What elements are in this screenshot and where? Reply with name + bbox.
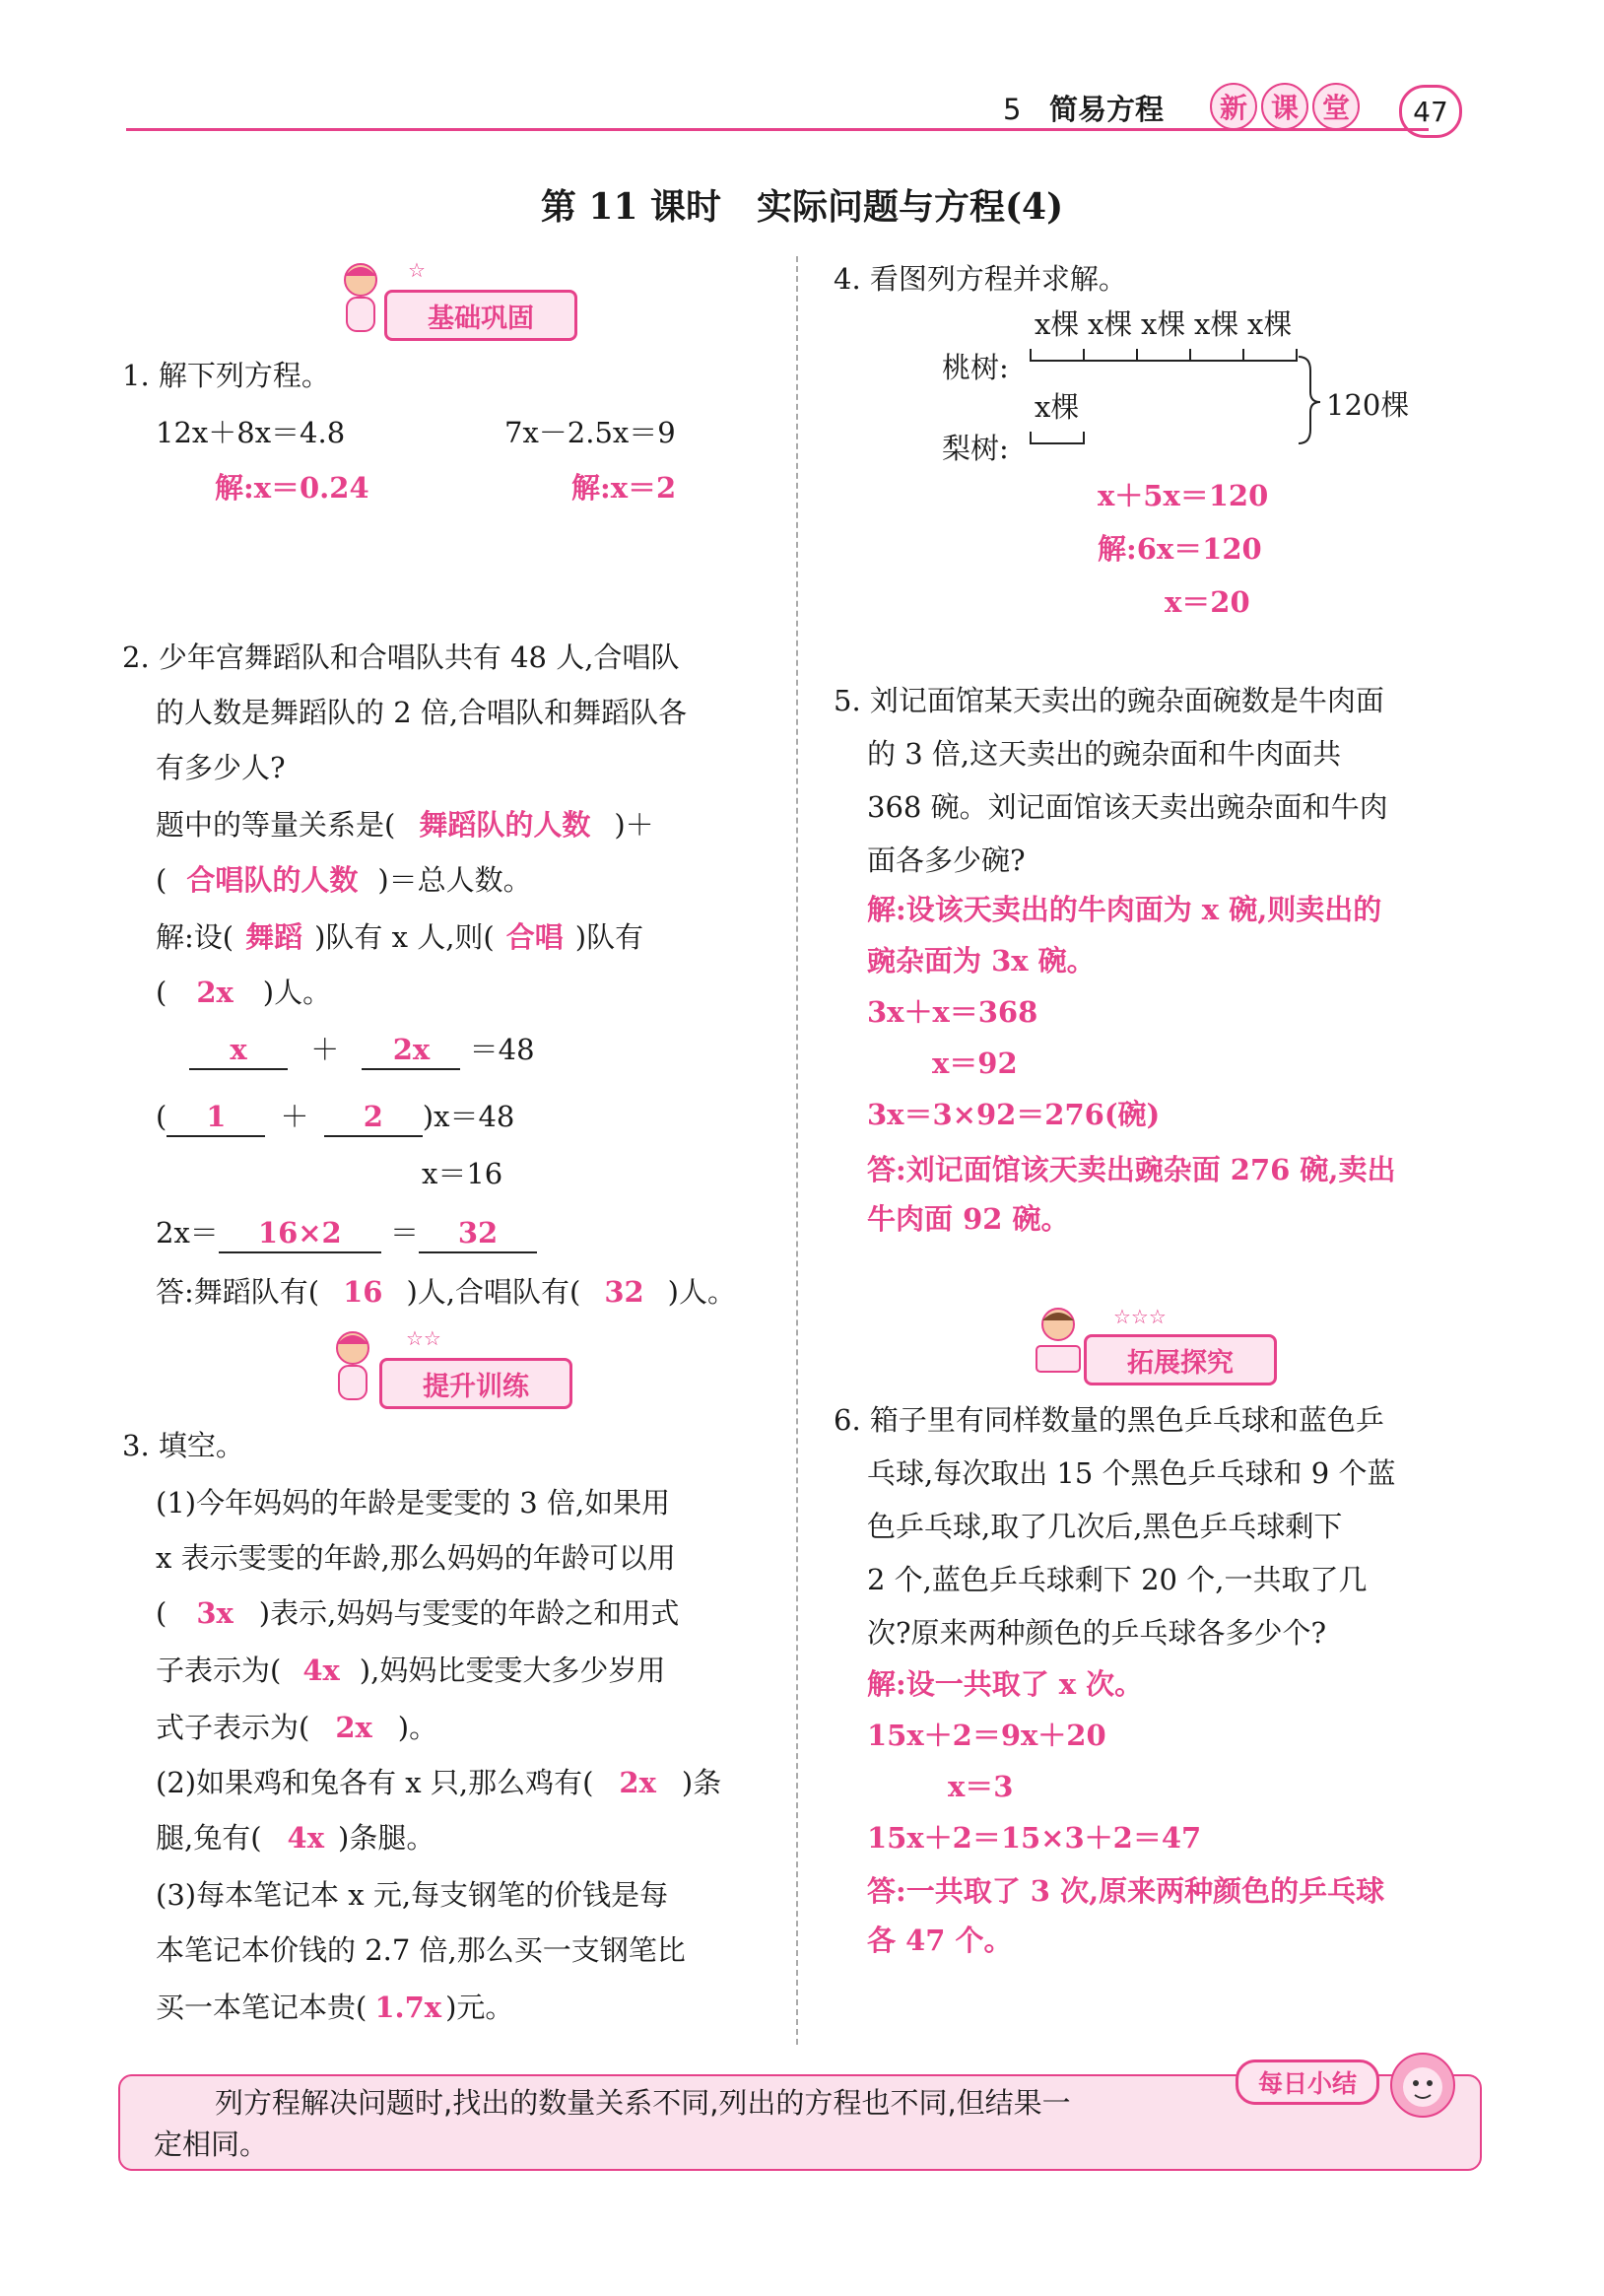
q6-answer: 解:设一共取了 x 次。: [867, 1667, 1144, 1701]
q5-answer: 3x＝3×92＝276(碗): [867, 1098, 1161, 1131]
blank: 2: [324, 1098, 423, 1137]
q6-answer: 15x＋2＝15×3＋2＝47: [867, 1821, 1202, 1855]
blank: x: [189, 1031, 288, 1070]
q4-answer: x＋5x＝120: [1098, 479, 1269, 512]
summary-line: 定相同。: [154, 2127, 269, 2161]
text: )人。: [667, 1275, 736, 1309]
q1-stem: 1. 解下列方程。: [122, 359, 330, 392]
q5-answer: 牛肉面 92 碗。: [867, 1202, 1070, 1236]
brand-char: 新: [1210, 83, 1257, 130]
q5-answer: 答:刘记面馆该天卖出豌杂面 276 碗,卖出: [867, 1153, 1396, 1186]
q3-text: (1)今年妈妈的年龄是雯雯的 3 倍,如果用: [156, 1486, 671, 1519]
q3-row: [156, 1989, 513, 2026]
text: (: [156, 863, 167, 897]
q4-stem: 4. 看图列方程并求解。: [834, 262, 1127, 296]
pear-label: 梨树:: [942, 432, 1009, 465]
q3-text: 本笔记本价钱的 2.7 倍,那么买一支钢笔比: [156, 1933, 686, 1967]
pear-bar: [1031, 432, 1084, 443]
fill-answer: 4x: [302, 1654, 340, 1687]
text: ＋: [280, 1100, 309, 1133]
q2-eq-row3: [156, 1214, 537, 1253]
boy-reading-mascot-icon: [1031, 1301, 1086, 1380]
blank: 32: [419, 1214, 537, 1253]
q6-answer: 各 47 个。: [867, 1924, 1013, 1957]
blank: 2x: [362, 1031, 460, 1070]
fill-answer: 32: [604, 1275, 644, 1309]
text: (2)如果鸡和兔各有 x 只,那么鸡有(: [156, 1766, 594, 1799]
q5-answer: 解:设该天卖出的牛肉面为 x 碗,则卖出的: [867, 893, 1382, 926]
text: )队有 x 人,则(: [314, 920, 495, 954]
text: 子表示为(: [156, 1654, 282, 1687]
q2-relation-row: [156, 806, 654, 844]
text: 题中的等量关系是(: [156, 808, 396, 842]
q4-answer: x＝20: [1165, 585, 1250, 619]
q6-answer: 15x＋2＝9x＋20: [867, 1719, 1106, 1752]
q3-row: [156, 1594, 679, 1632]
q5-line: 5. 刘记面馆某天卖出的豌杂面碗数是牛肉面: [834, 684, 1384, 717]
section-badge-basic: 基础巩固: [384, 290, 577, 341]
text: ＝: [390, 1216, 420, 1249]
text: (: [156, 1596, 167, 1630]
total-brace: [1299, 357, 1320, 443]
q2-eq-row2: [156, 1098, 514, 1137]
fill-answer: 合唱: [505, 920, 564, 954]
text: 式子表示为(: [156, 1711, 310, 1744]
q3-stem: 3. 填空。: [122, 1429, 244, 1462]
blank: 16×2: [219, 1214, 381, 1253]
text: 2x＝: [156, 1216, 219, 1249]
q6-line: 次?原来两种颜色的乒乓球各多少个?: [867, 1616, 1327, 1650]
page-header: [0, 0, 1604, 138]
q6-answer: x＝3: [948, 1770, 1014, 1803]
q2-answer-row: [156, 1273, 736, 1311]
fill-answer: 2x: [619, 1766, 656, 1799]
fill-answer: 合唱队的人数: [186, 863, 359, 897]
text: 买一本笔记本贵(: [156, 1991, 368, 2024]
text: 腿,兔有(: [156, 1821, 262, 1855]
q3-row: [156, 1709, 437, 1746]
q3-row: [156, 1819, 434, 1857]
q3-row: [156, 1764, 721, 1801]
text: (: [156, 976, 167, 1009]
segment-label: x棵: [1247, 307, 1293, 341]
q1-equation-b: 7x－2.5x＝9: [504, 416, 676, 449]
q1-equation-a: 12x＋8x＝4.8: [156, 416, 346, 449]
fill-answer: 2x: [335, 1711, 372, 1744]
text: )＋: [614, 808, 654, 842]
q4-answer: 解:6x＝120: [1098, 532, 1262, 566]
text: )条腿。: [338, 1821, 435, 1855]
text: )队有: [574, 920, 644, 954]
fill-answer: 4x: [287, 1821, 325, 1855]
q3-text: x 表示雯雯的年龄,那么妈妈的年龄可以用: [156, 1541, 676, 1575]
q1-answer-b: 解:x＝2: [571, 471, 677, 505]
text: )人。: [262, 976, 332, 1009]
q2-relation-row2: [156, 861, 532, 899]
q5-line: 的 3 倍,这天卖出的豌杂面和牛肉面共: [867, 737, 1342, 771]
bar-diagram-lines: [932, 305, 1346, 473]
girl-mascot-icon: [333, 258, 388, 337]
page-number: 47: [1399, 85, 1462, 138]
daily-summary-badge: 每日小结: [1236, 2060, 1379, 2105]
fill-answer: 舞蹈: [245, 920, 303, 954]
lesson-title: 第 11 课时 实际问题与方程(4): [540, 186, 1064, 228]
fill-answer: 2x: [196, 976, 234, 1009]
segment-label: x棵: [1194, 307, 1239, 341]
text: ),妈妈比雯雯大多少岁用: [359, 1654, 666, 1687]
q5-line: 368 碗。刘记面馆该天卖出豌杂面和牛肉: [867, 790, 1388, 824]
q5-answer: 3x＋x＝368: [867, 995, 1038, 1029]
text: )条: [681, 1766, 722, 1799]
q3-row: [156, 1652, 665, 1689]
brand-logo: [1210, 83, 1360, 130]
star-icon: ☆☆: [406, 1326, 441, 1350]
fill-answer: 1.7x: [374, 1991, 442, 2024]
q6-line: 乓球,每次取出 15 个黑色乒乓球和 9 个蓝: [867, 1456, 1396, 1490]
chapter-title: 简易方程: [1049, 93, 1165, 126]
q5-answer: 豌杂面为 3x 碗。: [867, 944, 1096, 978]
q2-line: 有多少人?: [156, 751, 286, 784]
text: ＝48: [469, 1033, 535, 1066]
peach-bar: [1031, 349, 1297, 361]
q6-line: 6. 箱子里有同样数量的黑色乒乓球和蓝色乒: [834, 1403, 1384, 1437]
summary-line: 列方程解决问题时,找出的数量关系不同,列出的方程也不同,但结果一: [215, 2086, 1071, 2120]
q5-line: 面各多少碗?: [867, 844, 1026, 877]
text: )x＝48: [422, 1100, 515, 1133]
q6-line: 2 个,蓝色乒乓球剩下 20 个,一共取了几: [867, 1563, 1368, 1596]
text: (: [156, 1100, 167, 1133]
section-badge-extend: 拓展探究: [1084, 1334, 1277, 1385]
q2-people-row: [156, 974, 331, 1011]
text: )＝总人数。: [377, 863, 532, 897]
peach-label: 桃树:: [942, 351, 1009, 384]
girl-mascot-icon: [325, 1326, 380, 1405]
section-badge-improve: 提升训练: [379, 1358, 572, 1409]
total-label: 120棵: [1326, 388, 1410, 422]
q6-answer: 答:一共取了 3 次,原来两种颜色的乒乓球: [867, 1874, 1385, 1908]
fill-answer: 3x: [196, 1596, 234, 1630]
q3-text: (3)每本笔记本 x 元,每支钢笔的价钱是每: [156, 1878, 669, 1912]
q2-set-row: [156, 918, 643, 956]
brand-char: 堂: [1312, 83, 1360, 130]
text: )。: [397, 1711, 438, 1744]
star-icon: ☆: [408, 258, 426, 282]
q2-x16: x＝16: [422, 1157, 503, 1190]
text: 解:设(: [156, 920, 234, 954]
text: ＋: [310, 1033, 340, 1066]
segment-label: x棵: [1035, 307, 1080, 341]
column-divider: [796, 256, 798, 2045]
header-rule: [126, 128, 1429, 131]
q6-line: 色乒乓球,取了几次后,黑色乒乓球剩下: [867, 1510, 1343, 1543]
q5-answer: x＝92: [932, 1047, 1018, 1080]
text: )人,合唱队有(: [406, 1275, 581, 1309]
q2-eq-row1: [189, 1031, 535, 1070]
segment-label: x棵: [1088, 307, 1133, 341]
blank: 1: [167, 1098, 265, 1137]
fill-answer: 16: [343, 1275, 383, 1309]
segment-diagram: [932, 305, 1484, 473]
text: 答:舞蹈队有(: [156, 1275, 320, 1309]
chapter-number: 5: [1003, 93, 1022, 126]
brand-char: 课: [1261, 83, 1308, 130]
star-icon: ☆☆☆: [1113, 1305, 1167, 1328]
lion-mascot-icon: [1387, 2050, 1458, 2121]
q2-line: 的人数是舞蹈队的 2 倍,合唱队和舞蹈队各: [156, 696, 688, 729]
q1-answer-a: 解:x＝0.24: [215, 471, 369, 505]
text: )表示,妈妈与雯雯的年龄之和用式: [258, 1596, 680, 1630]
pear-segment-label: x棵: [1035, 390, 1080, 424]
segment-label: x棵: [1141, 307, 1186, 341]
fill-answer: 舞蹈队的人数: [419, 808, 591, 842]
text: )元。: [445, 1991, 514, 2024]
q2-line: 2. 少年宫舞蹈队和合唱队共有 48 人,合唱队: [122, 641, 680, 674]
